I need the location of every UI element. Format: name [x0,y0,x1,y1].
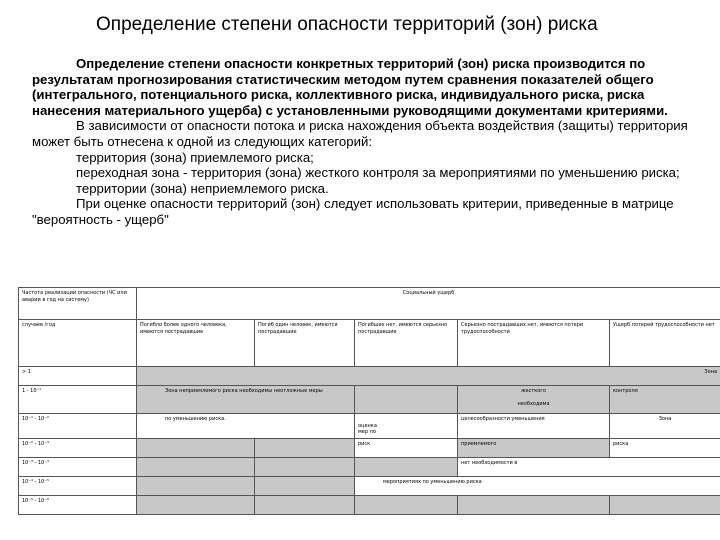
paragraph-definition: Определение степени опасности конкретных территорий (зон) риска производится по результатам прогнозирования статистическим методом путем сравнения показателей общего (интегрального, потенциального риска, коллективного риска, индивидуального риска, риска нанесения материального ущерба) с установленными руководящими документами критериями. [32,56,668,118]
table-row [19,458,720,477]
category-unacceptable: территории (зона) неприемлемого риска. [76,180,329,196]
risk-cell [355,458,458,477]
risk-cell [355,386,458,414]
table-row [19,477,720,496]
col-header-3: Погибших нет, имеются серьезно пострадавшие [355,320,458,367]
category-transition: переходная зона - территория (зона) жесткого контроля за мероприятиями по уменьшению риска; [76,165,680,181]
risk-cell [458,386,610,414]
risk-cell: мероприятиях по уменьшению риска [355,477,720,496]
risk-cell [137,477,255,496]
category-acceptable: территория (зона) приемлемого риска; [76,149,314,165]
row-label-year: случаев /год [19,320,137,367]
risk-cell [255,439,355,458]
risk-text: оценка [358,422,377,429]
body-text [32,56,692,228]
table-row [19,320,720,367]
risk-cell [458,496,610,515]
risk-cell: приемлемого [458,439,610,458]
col-header-4: Серьезно пострадавших нет, имеются потери трудоспособности [458,320,610,367]
risk-cell [255,458,355,477]
risk-cell: риск [355,439,458,458]
freq-cell: 10⁻¹ - 10⁻² [19,414,137,439]
col-header-2: Погиб один человек, имеются пострадавшие [255,320,355,367]
freq-cell: 10⁻³ - 10⁻⁴ [19,458,137,477]
table-row [19,496,720,515]
risk-cell [355,414,458,439]
page-title: Определение степени опасности территорий (зон) риска [96,14,598,35]
risk-cell [137,439,255,458]
table-row [19,288,720,320]
risk-cell: нет необходимости в [458,458,720,477]
freq-cell: 1 - 10⁻¹ [19,386,137,414]
risk-text: жесткого [520,388,546,394]
corner-cell: Частота реализации опасности (ЧС или аварии в год на систему) [19,288,137,320]
col-header-1: Погибло более одного человека, имеются пострадавшие [137,320,255,367]
damage-header: Социальный ущерб [137,288,720,320]
risk-cell: риска [610,439,720,458]
paragraph-matrix: При оценке опасности территорий (зон) следует использовать критерии, приведенные в матрице "вероятность - ущерб" [32,196,674,227]
risk-cell [137,458,255,477]
risk-cell: по уменьшению риска. [137,414,355,439]
risk-cell: Зона [610,414,720,439]
risk-cell: целесообразности уменьшения [458,414,610,439]
freq-cell: 10⁻⁴ - 10⁻⁵ [19,477,137,496]
col-header-5: Ущерб потерей трудоспособности нет [610,320,720,367]
freq-cell: 10⁻⁵ - 10⁻⁶ [19,496,137,515]
table-row [19,414,720,439]
freq-cell: 10⁻² - 10⁻³ [19,439,137,458]
table-row [19,367,720,386]
risk-cell: Зона неприемлемого риска необходимы неотложные меры [137,386,355,414]
risk-cell: Зона [137,367,720,386]
table-row [19,386,720,414]
risk-cell [255,496,355,515]
risk-cell [255,477,355,496]
risk-cell [610,496,720,515]
risk-cell [137,496,255,515]
table-row [19,439,720,458]
risk-text: необходима [517,401,550,407]
risk-matrix-table [18,287,720,515]
risk-text: мер по [358,429,376,435]
paragraph-categories: В зависимости от опасности потока и риска нахождения объекта воздействия (защиты) территория может быть отнесена к одной из следующих категорий: [32,118,688,149]
risk-cell [355,496,458,515]
risk-cell: контроля [610,386,720,414]
freq-cell: > 1 [19,367,137,386]
